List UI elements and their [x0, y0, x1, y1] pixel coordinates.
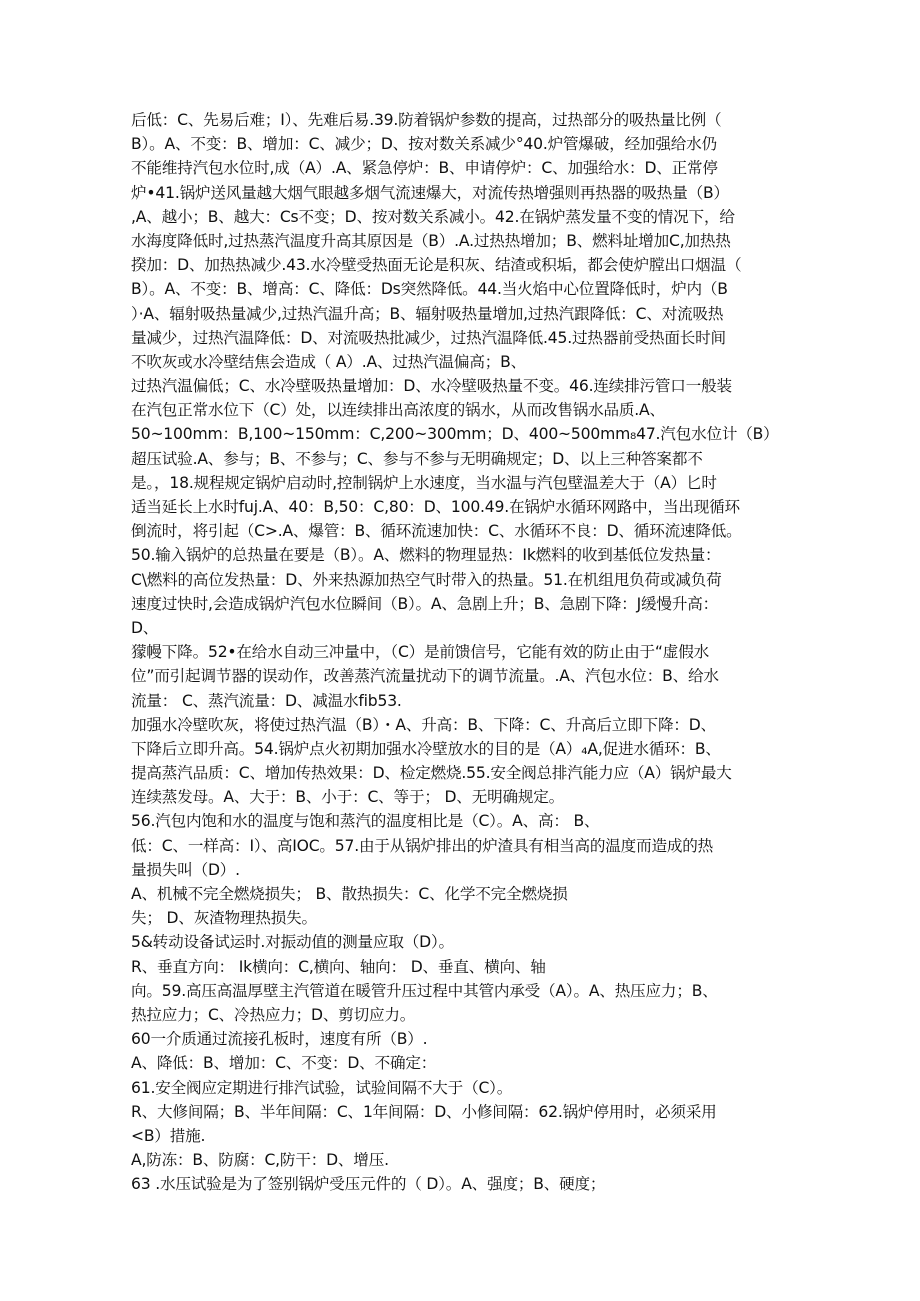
- text-line: 60一介质通过流接孔板时，速度有所（B）.: [131, 1030, 428, 1049]
- text-line: A,防冻：B、防腐：C,防干：D、增压.: [131, 1151, 389, 1170]
- text-line: 不吹灰或水冷壁结焦会造成（ A）.A、过热汽温偏高；B、: [131, 352, 527, 371]
- text-line: 倒流时，将引起（C>.A、爆管：B、循环流速加快：C、水循环不良：D、循环流速降低。: [131, 522, 742, 541]
- text-line: <B）措施.: [131, 1126, 206, 1145]
- text-line: 失； D、灰渣物理热损失。: [131, 909, 317, 928]
- text-line: 适当延长上水时fuj.A、40：B,50：C,80：D、100.49.在锅炉水循环网路中，当出现循环: [131, 498, 740, 516]
- text-line: 獴幔下降。52•在给水自动三冲量中，（C）是前馈信号，它能有效的防止由于“虚假水: [131, 643, 709, 662]
- text-line: 炉•41.锅炉送风量越大烟气眼越多烟气流速爆大，对流传热增强则再热器的吸热量（B）: [131, 183, 729, 202]
- text-line: C\燃料的高位发热量：D、外来热源加热空气时带入的热量。51.在机组甩负荷或减负荷: [131, 570, 722, 589]
- text-line: 50~100mm：B,100~150mm：C,200~300mm；D、400~500mm₈47.汽包水位计（B）: [131, 425, 779, 444]
- text-line: 加强水冷壁吹灰，将使过热汽温（B）・A、升高：B、下降：C、升高后立即下降：D、: [131, 715, 716, 734]
- text-line: 50.输入锅炉的总热量在要是（B）。A、燃料的物理显热：Ik燃料的收到基低位发热量：: [131, 546, 721, 565]
- text-line: 热拉应力；C、冷热应力；D、剪切应力。: [131, 1005, 416, 1024]
- text-line: 63 .水压试验是为了签别锅炉受压元件的（ D）。A、强度；B、硬度；: [131, 1175, 606, 1194]
- text-line: ）·A、辐射吸热量减少,过热汽温升高；B、辐射吸热量增加,过热汽跟降低：C、对流吸热: [131, 304, 724, 323]
- text-line: 在汽包正常水位下（C）处，以连续排出高浓度的锅水，从而改售锅水品质.A、: [131, 401, 665, 420]
- text-line: 5&转动设备试运时.对振动值的测量应取（D）。: [131, 933, 454, 952]
- text-line: 揆加：D、加热热减少.43.水冷壁受热面无论是积灰、结渣或积垢，都会使炉膛出口烟温（: [131, 256, 742, 275]
- text-line: 是。，18.规程规定锅炉启动时,控制锅炉上水速度，当水温与汽包壁温差大于（A）匕时: [131, 473, 717, 492]
- text-line: 量损失叫（D）.: [131, 860, 240, 879]
- text-line: 位”而引起调节器的误动作，改善蒸汽流量扰动下的调节流量。.A、汽包水位：B、给水: [131, 667, 719, 686]
- text-line: 水海度降低时,过热蒸汽温度升高其原因是（B）.A.过热热增加；B、燃料址增加C,加热热: [131, 231, 731, 250]
- text-line: 流量： C、蒸汽流量：D、减温水fib53.: [131, 691, 402, 710]
- text-line: D、: [131, 618, 159, 637]
- text-line: 不能维持汽包水位时,成（A）.A、紧急停炉：B、申请停炉：C、加强给水：D、正常停: [131, 159, 718, 178]
- text-line: B）。A、不变：B、增加：C、减少；D、按对数关系减少°40.炉管爆破，经加强给水仍: [131, 135, 717, 154]
- text-line: 提高蒸汽品质：C、增加传热效果：D、检定燃烧.55.安全阀总排汽能力应（A）锅炉最大: [131, 764, 732, 783]
- text-line: 向。59.高压高温厚壁主汽管道在暖管升压过程中其管内承受（A）。A、热压应力；B、: [131, 981, 718, 1000]
- text-line: A、机械不完全燃烧损失； B、散热损失：C、化学不完全燃烧损: [131, 885, 568, 903]
- text-line: 速度过快时,会造成锅炉汽包水位瞬间（B）。A、急剧上升；B、急剧下降：J缓慢升高：: [131, 594, 718, 613]
- text-line: 超压试验.A、参与；B、不参与；C、参与不参与无明确规定；D、以上三种答案都不: [131, 449, 703, 468]
- text-line: 连续蒸发母。A、大于：B、小于：C、等于； D、无明确规定。: [131, 788, 565, 807]
- text-line: 量减少，过热汽温降低：D、对流吸热批减少，过热汽温降低.45.过热器前受热面长时间: [131, 328, 726, 347]
- text-line: A、降低：B、增加：C、不变：D、不确定：: [131, 1054, 437, 1073]
- text-line: R、大修间隔；B、半年间隔：C、1年间隔：D、小修间隔：62.锅炉停用时，必须采用: [131, 1102, 717, 1121]
- text-line: 后低：C、先易后难；I）、先难后易.39.防着锅炉参数的提高，过热部分的吸热量比例（: [131, 111, 722, 129]
- text-line: 过热汽温偏低；C、水冷壁吸热量增加：D、水冷壁吸热量不变。46.连续排污管口一般装: [131, 377, 732, 396]
- text-line: 下降后立即升高。54.锅炉点火初期加强水冷壁放水的目的是（A）₄A,促进水循环：B、: [131, 739, 721, 758]
- text-line: B）。A、不变：B、增高：C、降低：Ds突然降低。44.当火焰中心位置降低时，炉内（B: [131, 280, 728, 299]
- text-line: R、垂直方向： Ik横向：C,横向、轴向： D、垂直、横向、轴: [131, 957, 546, 976]
- text-line: 61.安全阀应定期进行排汽试验，试验间隔不大于（C）。: [131, 1078, 513, 1097]
- exam-question-text: [131, 108, 791, 1196]
- text-line: ,A、越小；B、越大：Cs不变；D、按对数关系减小。42.在锅炉蒸发量不变的情况下，给: [131, 207, 735, 226]
- text-line: 低：C、一样高：I）、高IOC。57.由于从锅炉排出的炉渣具有相当高的温度而造成的热: [131, 836, 714, 855]
- text-line: 56.汽包内饱和水的温度与饱和蒸汽的温度相比是（C）。A、高： B、: [131, 812, 600, 831]
